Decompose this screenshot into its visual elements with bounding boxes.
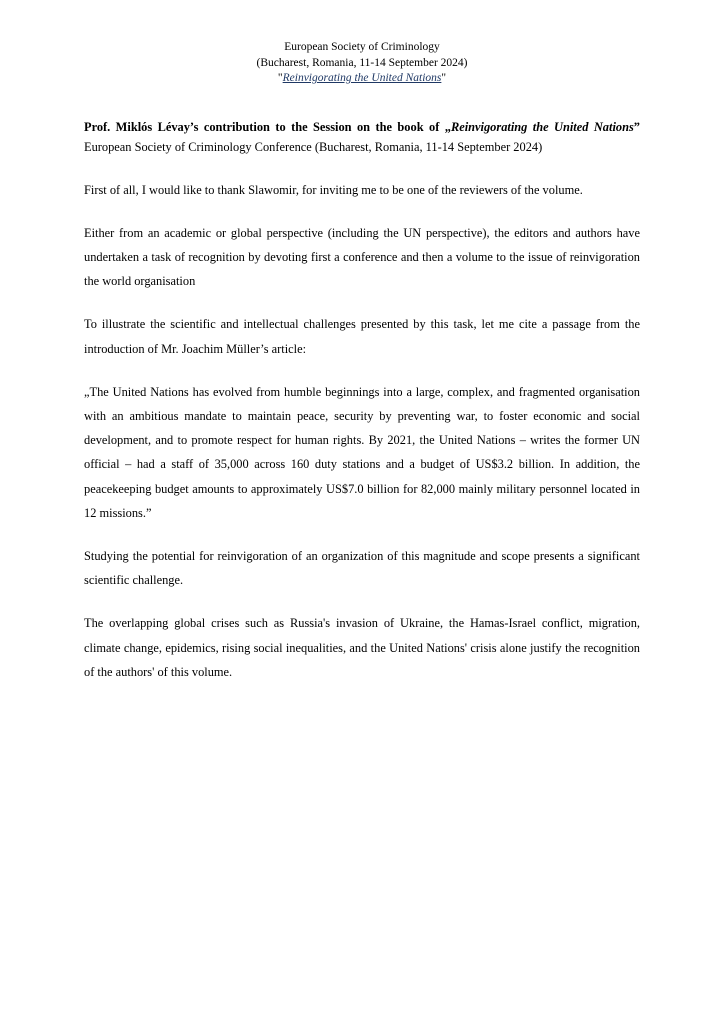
title-bold-lead: Prof. Miklós Lévay’s contribution to the Session on the book of „: [84, 119, 451, 134]
paragraph-thanks: First of all, I would like to thank Slawomir, for inviting me to be one of the reviewers of the volume.: [84, 182, 583, 197]
header-line-book-title: [84, 71, 640, 87]
title-bold-close-quote: ”: [633, 119, 640, 134]
quote-open: ": [277, 72, 283, 85]
header-line-location-date: (Bucharest, Romania, 11-14 September 2024): [256, 56, 468, 69]
header-line-conference: European Society of Criminology: [284, 41, 440, 53]
paragraph-studying: Studying the potential for reinvigoration of an organization of this magnitude and scope presents a significant scientific challenge.: [84, 548, 640, 588]
paragraph-perspective: Either from an academic or global perspective (including the UN perspective), the editors and authors have undertaken a task of recognition by devoting first a conference and then a volume to the issue of reinvigoration the world organisation: [84, 225, 640, 289]
title-bold-italic-booktitle: Reinvigorating the United Nations: [450, 119, 634, 134]
document-header: [84, 40, 640, 87]
quote-close: ": [441, 72, 447, 85]
paragraph-quotation: „The United Nations has evolved from humble beginnings into a large, complex, and fragmented organisation with an ambitious mandate to maintain peace, security by preventing war, to foster economic and social development, and to promote respect for human rights. By 2021, the United Nations – writes the former UN official – had a staff of 35,000 across 160 duty stations and a budget of US$3.2 billion. In addition, the peacekeeping budget amounts to approximately US$7.0 billion for 82,000 mainly military personnel located in 12 missions.”: [84, 384, 640, 520]
title-paragraph: [84, 117, 640, 157]
title-rest: European Society of Criminology Conference (Bucharest, Romania, 11-14 September 2024): [84, 139, 543, 154]
paragraph-crises: The overlapping global crises such as Russia's invasion of Ukraine, the Hamas-Israel conflict, migration, climate change, epidemics, rising social inequalities, and the United Nations' crisis alone justify the recognition of the authors' of this volume.: [84, 616, 640, 679]
book-title-link[interactable]: Reinvigorating the United Nations: [282, 72, 442, 85]
paragraph-illustrate: To illustrate the scientific and intellectual challenges presented by this task, let me cite a passage from the introduction of Mr. Joachim Müller’s article:: [84, 317, 640, 356]
